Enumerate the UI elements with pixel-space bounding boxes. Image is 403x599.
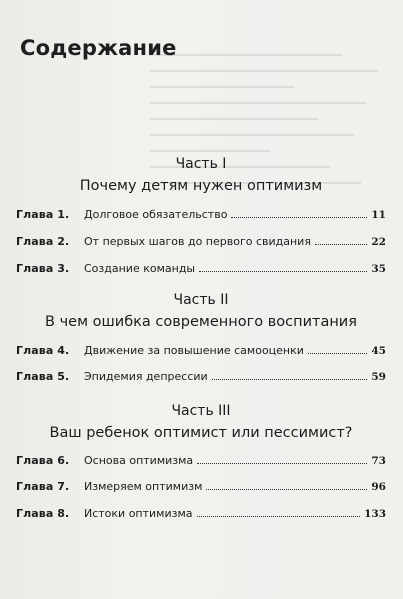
page-number: 73 <box>371 455 386 467</box>
chapter-number: Глава 6. <box>16 454 70 467</box>
part-2-heading <box>16 291 386 332</box>
page-number: 22 <box>371 236 386 248</box>
page-number: 96 <box>371 481 386 493</box>
page-number: 133 <box>364 508 386 520</box>
chapter-name: Измеряем оптимизм <box>84 480 203 493</box>
chapter-number: Глава 5. <box>16 370 70 383</box>
chapter-name: Создание команды <box>84 262 196 275</box>
chapter-number: Глава 2. <box>16 235 70 248</box>
part-label: Часть III <box>171 403 231 419</box>
dot-leader <box>231 216 367 218</box>
dot-leader <box>197 462 367 464</box>
part-title: В чем ошибка современного воспитания <box>45 314 357 330</box>
bleed-through-text <box>150 40 390 260</box>
toc-entry[interactable] <box>16 203 386 221</box>
dot-leader <box>212 378 368 380</box>
dot-leader <box>206 488 367 490</box>
chapter-name: Эпидемия депрессии <box>84 370 208 383</box>
part-3-heading <box>16 402 386 443</box>
dot-leader <box>197 515 361 517</box>
toc-entry[interactable] <box>16 257 386 275</box>
page-number: 59 <box>371 371 386 383</box>
chapter-name: Основа оптимизма <box>84 454 194 467</box>
dot-leader <box>199 270 367 272</box>
toc-entry[interactable] <box>16 502 386 520</box>
dot-leader <box>315 243 367 245</box>
toc-entry[interactable] <box>16 339 386 357</box>
part-title: Ваш ребенок оптимист или пессимист? <box>49 425 353 441</box>
chapter-number: Глава 7. <box>16 480 70 493</box>
toc-title: Содержание <box>20 36 177 60</box>
chapter-name: Истоки оптимизма <box>84 507 193 520</box>
toc-entry[interactable] <box>16 475 386 493</box>
toc-entry[interactable] <box>16 365 386 383</box>
part-1-heading <box>16 155 386 196</box>
toc-entry[interactable] <box>16 230 386 248</box>
dot-leader <box>308 352 367 354</box>
page-number: 35 <box>371 263 386 275</box>
part-label: Часть I <box>175 156 227 172</box>
part-title: Почему детям нужен оптимизм <box>79 178 323 194</box>
page-number: 45 <box>371 345 386 357</box>
page-number: 11 <box>371 209 386 221</box>
chapter-number: Глава 3. <box>16 262 70 275</box>
toc-entry[interactable] <box>16 449 386 467</box>
chapter-number: Глава 4. <box>16 344 70 357</box>
chapter-number: Глава 8. <box>16 507 70 520</box>
chapter-name: Долговое обязательство <box>84 208 228 221</box>
part-label: Часть II <box>173 292 229 308</box>
chapter-name: Движение за повышение самооценки <box>84 344 304 357</box>
chapter-number: Глава 1. <box>16 208 70 221</box>
chapter-name: От первых шагов до первого свидания <box>84 235 311 248</box>
